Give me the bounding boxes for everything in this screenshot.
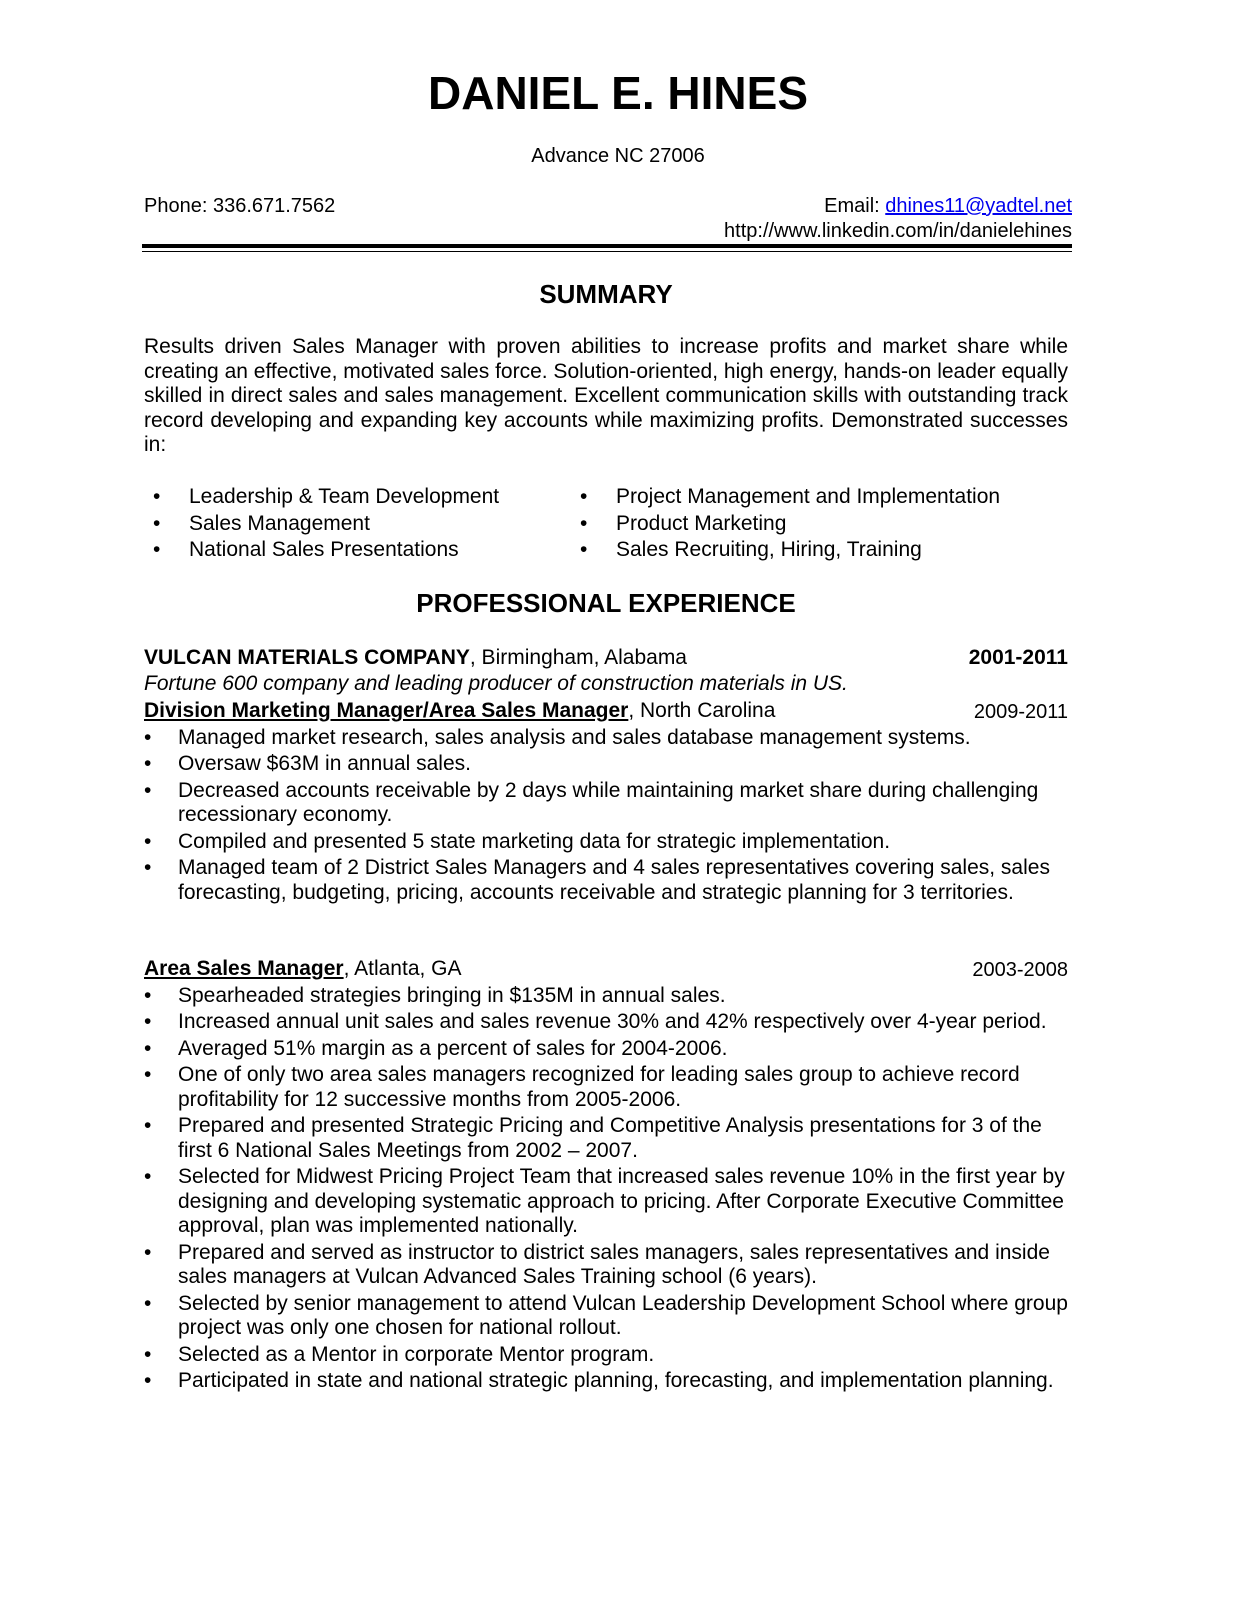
experience-heading: PROFESSIONAL EXPERIENCE [416, 588, 796, 618]
email-line [824, 195, 1072, 217]
role-years: 2009-2011 [973, 701, 1068, 723]
list-item: • Oversaw $63M in annual sales. [144, 752, 1074, 777]
candidate-name: DANIEL E. HINES [428, 67, 808, 119]
list-item: • Selected by senior management to attend Vulcan Leadership Development School where group project was only one chosen for national rollout. [144, 1292, 1074, 1341]
role-title: Division Marketing Manager/Area Sales Manager [144, 699, 629, 722]
summary-text: Results driven Sales Manager with proven abilities to increase profits and market share while creating an effective, motivated sales force. Solution-oriented, high energy, hands-on leader equally skilled in direct sales and sales management. Excellent communication skills with outstanding track record developing and expanding key accounts while maximizing profits. Demonstrated successes in: [144, 335, 1068, 457]
list-item: • Compiled and presented 5 state marketing data for strategic implementation. [144, 830, 1074, 855]
role-line [144, 699, 775, 723]
competencies-right [572, 484, 1000, 564]
header-divider [142, 244, 1072, 248]
role-location: , Atlanta, GA [343, 957, 462, 980]
list-item: • Prepared and presented Strategic Pricing and Competitive Analysis presentations for 3 of the first 6 National Sales Meetings from 2002 – 2007. [144, 1114, 1074, 1163]
list-item: • National Sales Presentations [145, 537, 499, 564]
role-duties [144, 984, 1074, 1395]
header-divider-thin [142, 251, 1072, 252]
list-item: • One of only two area sales managers recognized for leading sales group to achieve record profitability for 12 successive months from 2005-2006. [144, 1063, 1074, 1112]
linkedin-url: http://www.linkedin.com/in/danielehines [724, 220, 1072, 242]
email-link[interactable]: dhines11@yadtel.net [885, 195, 1072, 217]
company-name: VULCAN MATERIALS COMPANY [144, 646, 470, 669]
list-item: • Prepared and served as instructor to district sales managers, sales representatives and inside sales managers at Vulcan Advanced Sales Training school (6 years). [144, 1241, 1074, 1290]
company-location: , Birmingham, Alabama [469, 646, 687, 669]
role-duties [144, 726, 1074, 907]
phone: Phone: 336.671.7562 [144, 195, 336, 217]
list-item: • Averaged 51% margin as a percent of sales for 2004-2006. [144, 1037, 1074, 1062]
list-item: • Participated in state and national strategic planning, forecasting, and implementation planning. [144, 1369, 1074, 1394]
list-item: • Project Management and Implementation [572, 484, 1000, 511]
list-item: • Decreased accounts receivable by 2 days while maintaining market share during challenging recessionary economy. [144, 779, 1074, 828]
list-item: • Product Marketing [572, 511, 1000, 538]
list-item: • Increased annual unit sales and sales revenue 30% and 42% respectively over 4-year period. [144, 1010, 1074, 1035]
list-item: • Sales Management [145, 511, 499, 538]
competencies-left [145, 484, 499, 564]
role-years: 2003-2008 [972, 959, 1068, 981]
company-tagline: Fortune 600 company and leading producer of construction materials in US. [144, 672, 848, 695]
list-item: • Leadership & Team Development [145, 484, 499, 511]
list-item: • Spearheaded strategies bringing in $135M in annual sales. [144, 984, 1074, 1009]
company-line [144, 646, 687, 670]
role-title: Area Sales Manager [144, 957, 344, 980]
list-item: • Sales Recruiting, Hiring, Training [572, 537, 1000, 564]
role-line [144, 957, 462, 981]
list-item: • Selected as a Mentor in corporate Mentor program. [144, 1343, 1074, 1368]
address: Advance NC 27006 [531, 145, 705, 167]
summary-heading: SUMMARY [539, 279, 673, 309]
list-item: • Selected for Midwest Pricing Project Team that increased sales revenue 10% in the first year by designing and developing systematic approach to pricing. After Corporate Executive Committee approval, plan was implemented nationally. [144, 1165, 1074, 1239]
role-location: , North Carolina [628, 699, 776, 722]
list-item: • Managed market research, sales analysis and sales database management systems. [144, 726, 1074, 751]
email-label: Email: [824, 195, 886, 217]
list-item: • Managed team of 2 District Sales Managers and 4 sales representatives covering sales, sales forecasting, budgeting, pricing, accounts receivable and strategic planning for 3 territories. [144, 856, 1074, 905]
company-years: 2001-2011 [968, 646, 1068, 669]
